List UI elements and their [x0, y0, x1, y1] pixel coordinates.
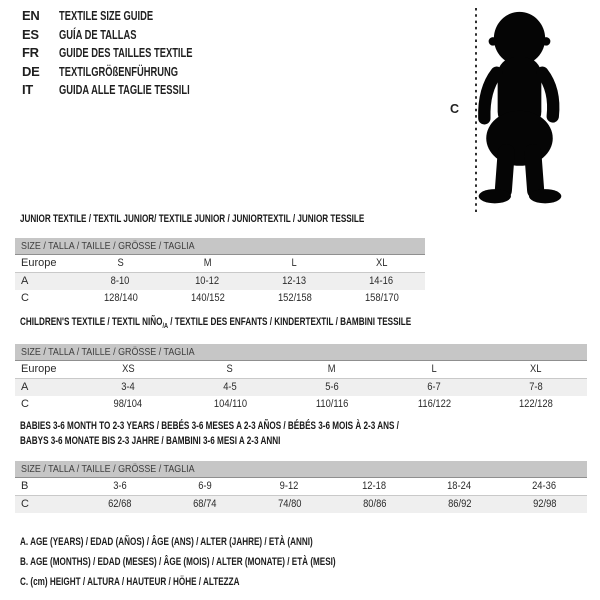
cell-value: 14-16 [369, 275, 394, 287]
cell-value: 12-18 [362, 480, 387, 492]
baby-leg-left [503, 153, 506, 191]
cell-value: 7-8 [529, 381, 543, 393]
cell-value: 86/92 [447, 498, 472, 510]
row-label: A [21, 381, 29, 393]
childrens-textile-section [15, 315, 587, 413]
baby-silhouette [479, 12, 562, 203]
language-header [22, 7, 244, 100]
table-title-children: CHILDREN'S TEXTILE / TEXTIL $NIÑO_{/A}$ / TEXTILE DES ENFANTS / KINDERTEXTIL / BAMBINI TESSILE [20, 316, 412, 331]
language-row [22, 7, 244, 26]
children-size-table [15, 344, 587, 413]
cell-value: 152/158 [277, 292, 312, 304]
table-row-europe [15, 361, 587, 379]
baby-foot-left [479, 189, 511, 203]
cell-value: 104/110 [213, 398, 247, 410]
cell-value: 10-12 [195, 275, 220, 287]
baby-head [494, 12, 545, 65]
babies-size-table [15, 461, 587, 513]
language-code: EN [22, 8, 40, 23]
table-row-age [15, 379, 587, 396]
row-label: B [21, 480, 29, 492]
baby-arm-right [542, 73, 553, 117]
row-label: C [21, 498, 29, 510]
language-label: TEXTILGRÖßENFÜHRUNG [59, 63, 179, 79]
cell-value: 9-12 [280, 480, 299, 492]
language-code: FR [22, 45, 39, 60]
cell-value: 116/122 [417, 398, 451, 410]
language-row [22, 26, 244, 45]
cell-value: S [117, 257, 124, 269]
baby-arm-left [484, 73, 496, 119]
cell-value: 8-10 [111, 275, 130, 287]
cell-value: 68/74 [192, 498, 217, 510]
cell-value: 12-13 [282, 275, 307, 287]
cell-value: XS [121, 363, 135, 375]
cell-value: XL [375, 257, 388, 269]
row-label: C [21, 292, 29, 304]
baby-shorts [486, 111, 553, 166]
height-label-c: C [450, 102, 460, 116]
footnote-b: B. AGE (MONTHS) / EDAD (MESES) / ÂGE (MOIS) / ALTER (MONATE) / ETÀ (MESI) [20, 556, 336, 568]
baby-figure [440, 0, 600, 215]
language-row [22, 44, 244, 63]
language-row [22, 63, 244, 82]
size-header-bar: SIZE / TALLA / TAILLE / GRÖSSE / TAGLIA [15, 238, 425, 255]
row-label: A [21, 275, 29, 287]
junior-size-table [15, 238, 425, 307]
cell-value: 18-24 [447, 480, 472, 492]
cell-value: 122/128 [519, 398, 553, 410]
language-row [22, 81, 244, 100]
footnote-c: C. (cm) HEIGHT / ALTURA / HAUTEUR / HÖHE / ALTEZZA [20, 576, 240, 588]
size-header-bar: SIZE / TALLA / TAILLE / GRÖSSE / TAGLIA [15, 461, 587, 478]
cell-value: L [291, 257, 298, 269]
babies-textile-section [15, 419, 587, 513]
cell-value: S [226, 363, 234, 375]
table-row-europe [15, 255, 425, 273]
cell-value: 74/80 [277, 498, 302, 510]
cell-value: 6-7 [427, 381, 441, 393]
row-label: Europe [21, 363, 57, 375]
baby-ear-right [542, 37, 551, 46]
row-label: Europe [21, 257, 57, 269]
table-row-months [15, 478, 587, 496]
cell-value: 3-4 [121, 381, 135, 393]
language-code: ES [22, 26, 39, 42]
junior-textile-section [15, 212, 425, 307]
legend-footnotes [20, 532, 447, 592]
cell-value: M [328, 363, 336, 375]
table-title-babies: BABIES 3-6 MONTH TO 2-3 YEARS / BEBÉS 3-6 MESES A 2-3 AÑOS / BÉBÉS 3-6 MOIS À 2-3 ANS / BABYS 3-6 MONATE BIS 2-3 JAHRE / BAMBINI 3-6 MESI A 2-3 ANNI [20, 420, 399, 447]
cell-value: 24-36 [532, 480, 557, 492]
table-row-height [15, 396, 587, 413]
language-code: IT [22, 82, 33, 97]
table-row-height [15, 290, 425, 307]
cell-value: M [203, 257, 212, 269]
size-header-bar: SIZE / TALLA / TAILLE / GRÖSSE / TAGLIA [15, 344, 587, 361]
cell-value: 158/170 [364, 292, 399, 304]
cell-value: 3-6 [112, 480, 127, 492]
cell-value: 6-9 [197, 480, 212, 492]
baby-foot-right [529, 189, 561, 203]
baby-ear-left [489, 37, 498, 46]
table-title-junior: JUNIOR TEXTILE / TEXTIL JUNIOR/ TEXTILE JUNIOR / JUNIORTEXTIL / JUNIOR TESSILE [20, 213, 365, 225]
cell-value: 128/140 [103, 292, 138, 304]
language-label: TEXTILE SIZE GUIDE [59, 8, 154, 23]
row-label: C [21, 398, 29, 410]
cell-value: XL [530, 363, 542, 375]
cell-value: 5-6 [325, 381, 339, 393]
cell-value: 4-5 [223, 381, 237, 393]
cell-value: L [431, 363, 437, 375]
cell-value: 98/104 [113, 398, 143, 410]
language-label: GUIDA ALLE TAGLIE TESSILI [59, 82, 190, 97]
cell-value: 62/68 [107, 498, 132, 510]
language-code: DE [22, 63, 40, 79]
cell-value: 140/152 [190, 292, 225, 304]
cell-value: 80/86 [362, 498, 387, 510]
baby-leg-right [533, 153, 536, 191]
language-label: GUIDE DES TAILLES TEXTILE [59, 45, 193, 60]
language-label: GUÍA DE TALLAS [59, 26, 137, 42]
cell-value: 110/116 [315, 398, 349, 410]
footnote-a: A. AGE (YEARS) / EDAD (AÑOS) / ÂGE (ANS) / ALTER (JAHRE) / ETÀ (ANNI) [20, 536, 313, 548]
table-row-height [15, 496, 587, 513]
table-row-age [15, 273, 425, 290]
cell-value: 92/98 [532, 498, 557, 510]
